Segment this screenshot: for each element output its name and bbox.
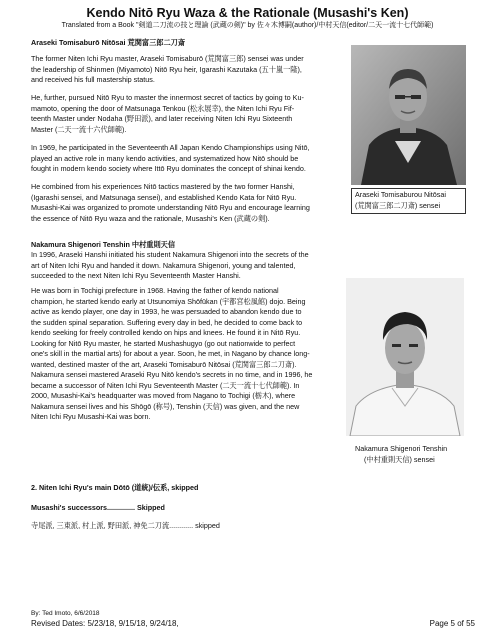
- lineage-line: 寺尾派, 三東派, 村上派, 野田派, 神免二刀流............ skipped: [31, 521, 220, 530]
- nakamura-paragraph-1: [31, 250, 309, 282]
- caption-line: (荒関富三郎二刀斎) sensei: [355, 200, 441, 210]
- successors-line: Musashi's successors.............. Skipped: [31, 503, 165, 512]
- nakamura-paragraph-2: [31, 286, 312, 423]
- text-line: Musashi-Kai was organized to promote understanding Nitō Ryu and encourage learning: [31, 203, 310, 212]
- text-line: Master (二天一流十六代師範).: [31, 124, 127, 134]
- text-line: fought in modern kendo society where Ittō Ryu dominates the concept of shinai kendo.: [31, 164, 306, 173]
- text-line: Nakamura sensei mastered Araseki Ryu Nitō kendo's secrets in no time, and in 1996, he: [31, 370, 313, 379]
- text-line: the leadership of Shinmen (Miyamoto) Nitō Ryu heir, Igarashi Kazutaka (五十嵐一隆),: [31, 64, 302, 74]
- nakamura-caption: [355, 444, 475, 465]
- text-line: champion, he started kendo early at Utsunomiya Shōfūkan (宇都宮松風館) dojo. Being: [31, 296, 306, 306]
- text-line: wanted, destined master of the art, Araseki Tomisaburō Nitōsai (荒関富三郎二刀斎).: [31, 359, 297, 369]
- text-line: one's skill in the martial arts) for about a year. Soon, he met, in Nagano by chance long-: [31, 349, 310, 358]
- text-line: Niten Ichi Ryu Musashi-Kai was born.: [31, 412, 151, 421]
- araseki-photo: [351, 45, 466, 185]
- text-line: art of Niten Ichi Ryu and handed it down. Nakamura Shigenori, young and talented,: [31, 260, 296, 270]
- text-line: became a successor of Niten Ichi Ryu Seventeenth Master (二天一流十七代師範). In: [31, 380, 300, 390]
- document-subtitle: Translated from a Book "剣道二刀流の技と理論 (武蔵の剣)" by 佐々木博嗣(author)/中村天信(editor/二天一流十七代師範): [61, 22, 434, 29]
- document-title: Kendo Nitō Ryu Waza & the Rationale (Musashi's Ken): [86, 6, 409, 20]
- text-line: He was born in Tochigi prefecture in 1968. Having the father of kendo national: [31, 286, 279, 295]
- caption-line: Nakamura Shigenori Tenshin: [355, 444, 448, 453]
- section-2-heading: 2. Niten Ichi Ryu's main Dōtō (道統)/伝系, skipped: [31, 483, 199, 492]
- portrait-nakamura-image: [346, 278, 464, 436]
- footer-author: By: Ted Imoto, 6/6/2018: [31, 610, 100, 617]
- araseki-paragraph-3: [31, 143, 310, 175]
- text-line: In 1969, he participated in the Seventeenth All Japan Kendo Championships using Nitō,: [31, 143, 310, 152]
- araseki-heading: Araseki Tomisaburō Nitōsai 荒関富三郎二刀斎: [31, 38, 186, 47]
- text-line: 2000, Musashi-Kai's headquarter was moved from Nagano to Tochigi (栃木), where: [31, 391, 296, 400]
- text-line: In 1996, Araseki Hanshi initiated his student Nakamura Shigenori into the secrets of the: [31, 250, 309, 259]
- text-line: Nakamura sensei lives and his Shōgō (称号), Tenshin (天信) was given, and the new: [31, 401, 300, 411]
- text-line: mamoto, opening the door of Matsunaga Tenkou (松永展幸), the Niten Ichi Ryu Fif-: [31, 103, 295, 113]
- araseki-paragraph-2: [31, 93, 304, 135]
- text-line: and received his full mastership status.: [31, 75, 155, 84]
- text-line: He, further, pursued Nitō Ryu to master the innermost secret of tactics by going to Ku-: [31, 93, 304, 102]
- text-line: kendo seeking for freely controlled kendo on hips and knees. He found it in Nitō Ryu.: [31, 328, 301, 337]
- caption-line: Araseki Tomisaburou Nitōsai: [355, 190, 446, 199]
- nakamura-photo: [346, 278, 464, 436]
- araseki-paragraph-1: [31, 54, 304, 86]
- text-line: active as kendo player, one day in 1993, he was persuaded to abandon kendo due to: [31, 307, 302, 316]
- araseki-paragraph-4: [31, 182, 310, 224]
- text-line: the essence of Nitō Ryu waza and the rationale, Musashi's Ken (武蔵の剣).: [31, 213, 270, 223]
- text-line: played an active role in many kendo activities, and systematized how Nitō should be: [31, 153, 299, 163]
- text-line: succeeded to the next Niten Ichi Ryu Seventeenth Master Hanshi.: [31, 271, 241, 280]
- text-line: Looking for Nitō Ryu master, he started Mushashugyo (go out nationwide to perfect: [31, 338, 296, 348]
- text-line: the sudden spinal separation. Suffering every day in bed, he decided to come back to: [31, 317, 303, 327]
- page-number: Page 5 of 55: [429, 619, 475, 628]
- text-line: teenth Master under Nodaha (野田派), and later receiving Niten Ichi Ryu Sixteenth: [31, 114, 293, 123]
- portrait-araseki-image: [351, 45, 466, 185]
- caption-line: (中村重則天信) sensei: [364, 454, 435, 464]
- text-line: He combined from his experiences Nitō tactics mastered by the two former Hanshi,: [31, 182, 295, 191]
- text-line: (Igarashi sensei, and Matsunaga sensei), and established Kendo Kata for Nitō Ryu.: [31, 192, 297, 202]
- footer-revised: Revised Dates: 5/23/18, 9/15/18, 9/24/18,: [31, 619, 179, 628]
- text-line: The former Niten Ichi Ryu master, Araseki Tomisaburō (荒関富三郎) sensei was under: [31, 54, 304, 63]
- araseki-caption: [351, 188, 466, 214]
- nakamura-heading: Nakamura Shigenori Tenshin 中村重則天信: [31, 240, 176, 249]
